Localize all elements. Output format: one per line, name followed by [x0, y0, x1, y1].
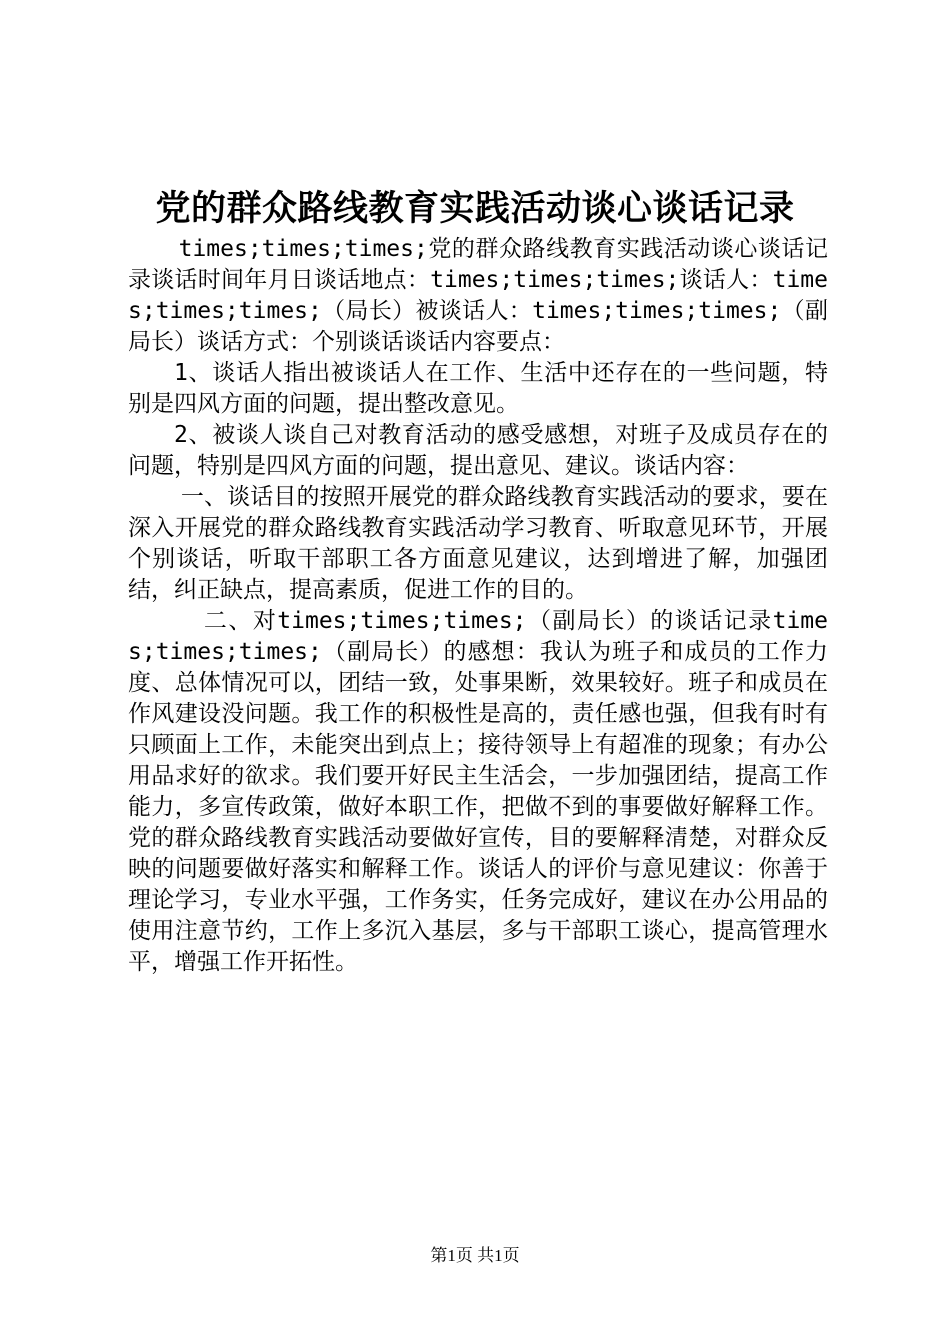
- document-title: 党的群众路线教育实践活动谈心谈话记录: [155, 188, 795, 229]
- paragraph-point-2: 2、被谈人谈自己对教育活动的感受感想，对班子及成员存在的问题，特别是四风方面的问题，提出意见、建议。谈话内容：: [128, 422, 828, 479]
- paragraph-section-2: 二、对times;times;times;（副局长）的谈话记录times;times;times;（副局长）的感想：我认为班子和成员的工作力度、总体情况可以，团结一致，处事果断，效果较好。班子和成员在作风建设没问题。我工作的积极性是高的，责任感也强，但我有时有只顾面上工作，未能突出到点上；接待领导上有超准的现象；有办公用品求好的欲求。我们要开好民主生活会，一步加强团结，提高工作能力，多宣传政策，做好本职工作，把做不到的事要做好解释工作。党的群众路线教育实践活动要做好宣传，目的要解释清楚，对群众反映的问题要做好落实和解释工作。谈话人的评价与意见建议：你善于理论学习，专业水平强，工作务实，任务完成好，建议在办公用品的使用注意节约，工作上多沉入基层，多与干部职工谈心，提高管理水平，增强工作开拓性。: [128, 608, 828, 975]
- paragraph-intro: times;times;times;党的群众路线教育实践活动谈心谈话记录谈话时间年月日谈话地点：times;times;times;谈话人：times;times;times;（局长）被谈话人：times;times;times;（副局长）谈话方式：个别谈话谈话内容要点：: [128, 236, 828, 355]
- paragraph-point-1: 1、谈话人指出被谈话人在工作、生活中还存在的一些问题，特别是四风方面的问题，提出整改意见。: [128, 360, 828, 417]
- paragraph-section-1: 一、谈话目的按照开展党的群众路线教育实践活动的要求，要在深入开展党的群众路线教育实践活动学习教育、听取意见环节，开展个别谈话，听取干部职工各方面意见建议，达到增进了解，加强团结，纠正缺点，提高素质，促进工作的目的。: [128, 484, 828, 603]
- page-number-footer: 第1页 共1页: [430, 1246, 520, 1265]
- document-body: [128, 234, 828, 978]
